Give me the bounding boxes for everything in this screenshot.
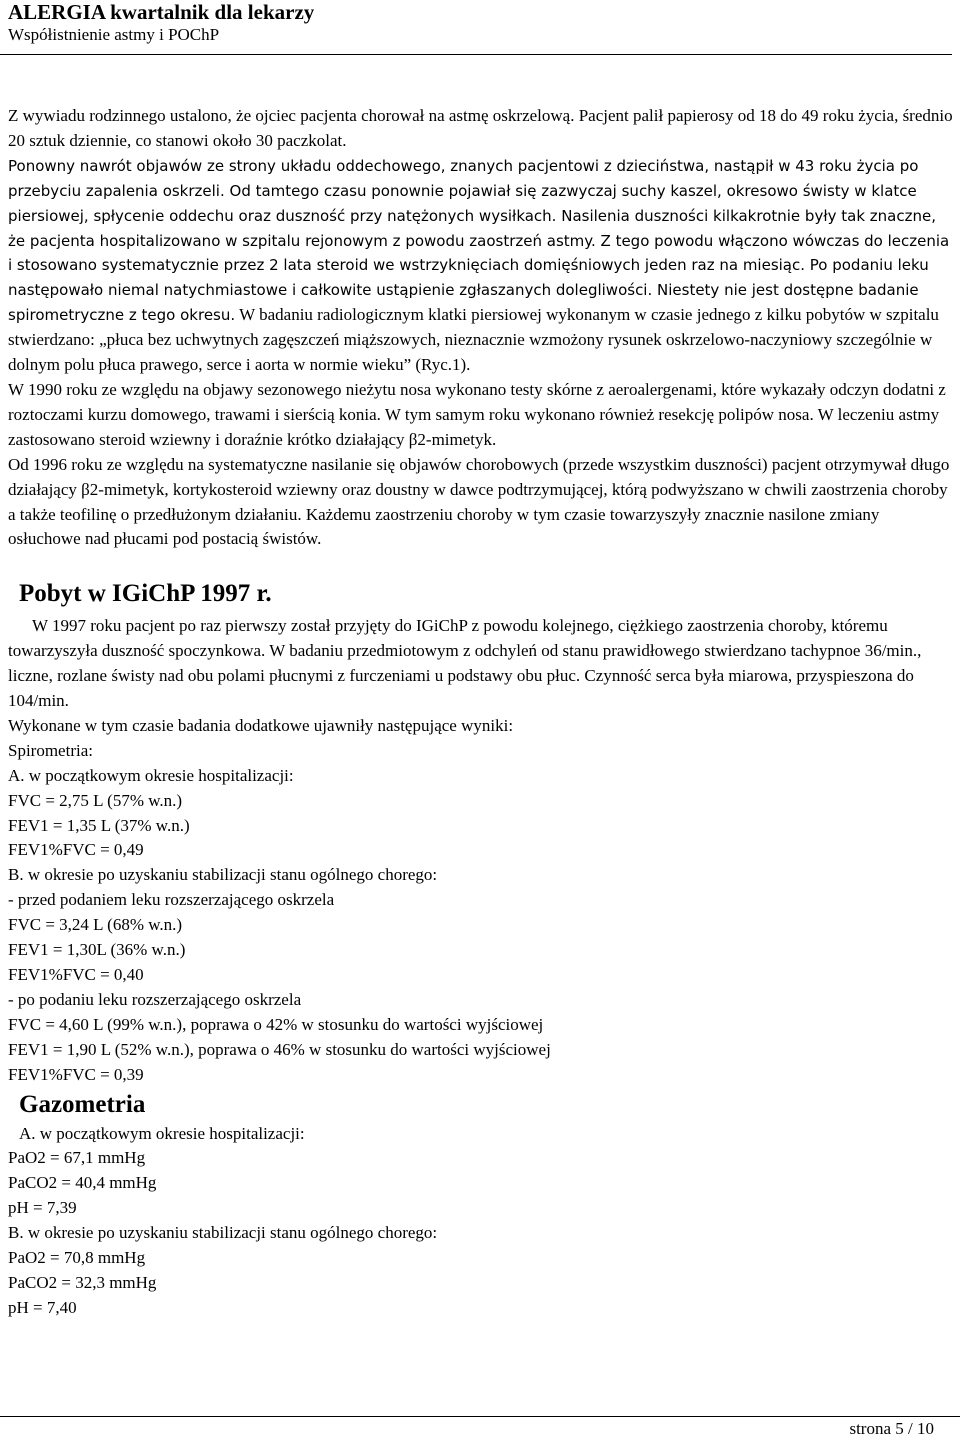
- result-line: FEV1%FVC = 0,40: [8, 965, 144, 984]
- result-line: PaCO2 = 40,4 mmHg: [8, 1173, 157, 1193]
- treatment-paragraph: Od 1996 roku ze względu na systematyczne nasilanie się objawów chorobowych (przede wszystkim duszności) pacjent otrzymywał długo działający β2-mimetyk, kortykosteroid wziewny oraz doustny w dawce podtrzymującej, którą podwyższano w chwili zaostrzenia choroby a także teofilinę o przedłużonym działaniu. Każdemu zaostrzeniu choroby w tym czasie towarzyszyły znacznie nasilone zmiany osłuchowe nad płucami pod postacią świstów.: [8, 454, 950, 549]
- spirometry-results: [8, 714, 954, 1088]
- result-line: PaO2 = 70,8 mmHg: [8, 1248, 146, 1268]
- result-line: A. w początkowym okresie hospitalizacji:: [19, 1123, 305, 1143]
- result-line: FVC = 4,60 L (99% w.n.), poprawa o 42% w stosunku do wartości wyjściowej: [8, 1014, 544, 1034]
- result-line: B. w okresie po uzyskaniu stabilizacji stanu ogólnego chorego:: [8, 865, 438, 885]
- result-line: FEV1 = 1,35 L (37% w.n.): [8, 815, 190, 835]
- result-line: Wykonane w tym czasie badania dodatkowe ujawniły następujące wyniki:: [8, 715, 514, 735]
- blood-gas-results: [8, 1122, 954, 1321]
- section-heading-gazometria: Gazometria: [19, 1090, 146, 1118]
- result-line: FEV1 = 1,90 L (52% w.n.), poprawa o 46% w stosunku do wartości wyjściowej: [8, 1039, 551, 1059]
- article-body: [8, 104, 954, 1321]
- header-divider: [0, 54, 952, 55]
- symptoms-paragraph: [8, 154, 954, 378]
- result-line: FVC = 3,24 L (68% w.n.): [8, 915, 183, 935]
- article-title: Współistnienie astmy i POChP: [8, 25, 220, 44]
- result-line: - przed podaniem leku rozszerzającego oskrzela: [8, 890, 335, 910]
- result-line: PaCO2 = 32,3 mmHg: [8, 1272, 157, 1292]
- journal-title: ALERGIA kwartalnik dla lekarzy: [8, 0, 315, 24]
- result-line: PaO2 = 67,1 mmHg: [8, 1148, 146, 1168]
- result-line: FEV1%FVC = 0,39: [8, 1064, 144, 1084]
- page-header: [8, 0, 952, 46]
- footer-divider: [0, 1416, 960, 1417]
- radiology-text: W badaniu radiologicznym klatki piersiowej wykonanym w czasie jednego z kilku pobytów w szpitalu stwierdzano: „płuca bez uchwytnych zagęszczeń miąższowych, nieznacznie wzmożony rysunek oskrzelowo-naczyniowy szczególnie w dolnym polu płuca prawego, serce i aorta w normie wieku” (Ryc.1).: [8, 305, 939, 375]
- result-line: - po podaniu leku rozszerzającego oskrzela: [8, 989, 302, 1009]
- allergy-tests-paragraph: W 1990 roku ze względu na objawy sezonowego nieżytu nosa wykonano testy skórne z aeroalergenami, które wykazały odczyn dodatni z roztoczami kurzu domowego, trawami i sierścią konia. W tym samym roku wykonano również resekcję polipów nosa. W leczeniu astmy zastosowano steroid wziewny i doraźnie krótko działający β2-mimetyk.: [8, 379, 946, 449]
- result-line: pH = 7,40: [8, 1297, 77, 1317]
- symptoms-text: Ponowny nawrót objawów ze strony układu oddechowego, znanych pacjentowi z dzieciństwa, nastąpił w 43 roku życia po przebyciu zapalenia oskrzeli. Od tamtego czasu ponownie pojawiał się zazwyczaj suchy kaszel, okresowo świsty w klatce piersiowej, spłycenie oddechu oraz duszność przy natężonych wysiłkach. Nasilenia duszności kilkakrotnie były tak znaczne, że pacjenta hospitalizowano w szpitalu rejonowym z powodu zaostrzeń astmy. Z tego powodu włączono wówczas do leczenia i stosowano systematycznie przez 2 lata steroid we wstrzyknięciach domięśniowych jeden raz na miesiąc. Po podaniu leku następowało niemal natychmiastowe i całkowite ustąpienie zgłaszanych dolegliwości. Niestety nie jest dostępne badanie spirometryczne z tego okresu.: [8, 156, 950, 325]
- page-number: strona 5 / 10: [849, 1419, 934, 1438]
- result-line: Spirometria:: [8, 740, 93, 760]
- result-line: FVC = 2,75 L (57% w.n.): [8, 790, 183, 810]
- result-line: FEV1 = 1,30L (36% w.n.): [8, 940, 186, 960]
- result-line: pH = 7,39: [8, 1198, 77, 1218]
- section-heading-pobyt: Pobyt w IGiChP 1997 r.: [19, 580, 272, 608]
- result-line: B. w okresie po uzyskaniu stabilizacji stanu ogólnego chorego:: [8, 1223, 438, 1243]
- result-line: A. w początkowym okresie hospitalizacji:: [8, 765, 294, 785]
- family-history-paragraph: Z wywiadu rodzinnego ustalono, że ojciec pacjenta chorował na astmę oskrzelową. Pacjent palił papierosy od 18 do 49 roku życia, średnio 20 sztuk dziennie, co stanowi około 30 paczkolat.: [8, 106, 953, 150]
- result-line: FEV1%FVC = 0,49: [8, 840, 144, 860]
- hospitalization-paragraph: W 1997 roku pacjent po raz pierwszy został przyjęty do IGiChP z powodu kolejnego, ciężkiego zaostrzenia choroby, któremu towarzyszyła duszność spoczynkowa. W badaniu przedmiotowym z odchyleń od stanu prawidłowego stwierdzano tachypnoe 36/min., liczne, rozlane świsty nad obu polami płucnymi z furczeniami u podstawy obu płuc. Czynność serca była miarowa, przyspieszona do 104/min.: [8, 616, 922, 711]
